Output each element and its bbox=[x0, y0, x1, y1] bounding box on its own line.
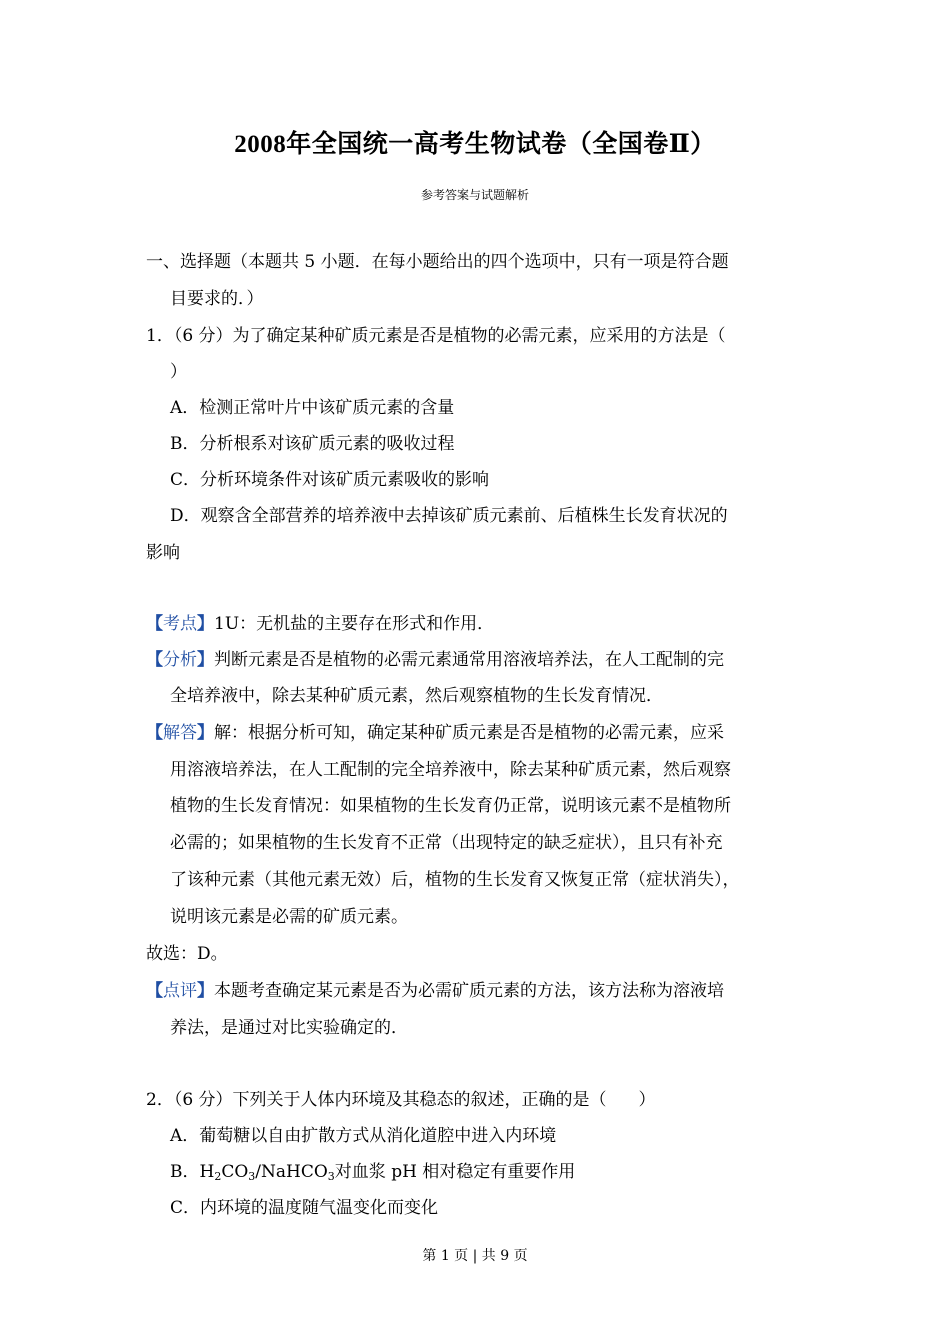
question-1-option-d-cont: 影响 bbox=[146, 543, 180, 563]
question-2-option-c: C．内环境的温度随气温变化而变化 bbox=[170, 1198, 439, 1218]
dianping-text-cont: 养法，是通过对比实验确定的． bbox=[170, 1018, 408, 1038]
dianping-text: 本题考查确定某元素是否为必需矿质元素的方法，该方法称为溶液培 bbox=[214, 981, 724, 1001]
fenxi-text-cont: 全培养液中，除去某种矿质元素，然后观察植物的生长发育情况． bbox=[170, 686, 663, 706]
page-footer: 第 1 页 | 共 9 页 bbox=[422, 1248, 528, 1264]
section-heading-cont: 目要求的．） bbox=[170, 289, 264, 309]
jieda-row bbox=[146, 721, 724, 745]
question-1-option-c: C．分析环境条件对该矿质元素吸收的影响 bbox=[170, 470, 490, 490]
question-1-stem-cont: ） bbox=[170, 362, 187, 382]
answer-line: 故选：D。 bbox=[146, 944, 228, 964]
kaodian-text: 1U：无机盐的主要存在形式和作用． bbox=[214, 614, 495, 634]
kaodian-row bbox=[146, 612, 494, 636]
question-2-option-b: B．$H_2CO_3/NaHCO_3$对血浆 pH 相对稳定有重要作用 bbox=[170, 1162, 576, 1183]
section-heading: 一、选择题（本题共 5 小题．在每小题给出的四个选项中，只有一项是符合题 bbox=[146, 252, 729, 272]
question-1-stem: 1．（6 分）为了确定某种矿质元素是否是植物的必需元素，应采用的方法是（ bbox=[146, 326, 726, 346]
jieda-text-3: 植物的生长发育情况：如果植物的生长发育仍正常，说明该元素不是植物所 bbox=[170, 796, 731, 816]
jieda-text-6: 说明该元素是必需的矿质元素。 bbox=[170, 907, 408, 927]
dianping-tag: 【点评】 bbox=[146, 981, 214, 1001]
jieda-tag: 【解答】 bbox=[146, 723, 214, 743]
question-2-option-a: A．葡萄糖以自由扩散方式从消化道腔中进入内环境 bbox=[170, 1126, 557, 1146]
question-1-option-a: A．检测正常叶片中该矿质元素的含量 bbox=[170, 398, 455, 418]
fenxi-tag: 【分析】 bbox=[146, 650, 214, 670]
jieda-text: 解：根据分析可知，确定某种矿质元素是否是植物的必需元素，应采 bbox=[214, 723, 724, 743]
title-text: 年全国统一高考生物试卷（全国卷Ⅱ） bbox=[286, 129, 716, 158]
jieda-text-4: 必需的；如果植物的生长发育不正常（出现特定的缺乏症状），且只有补充 bbox=[170, 833, 723, 853]
question-2-stem: 2．（6 分）下列关于人体内环境及其稳态的叙述，正确的是（ ） bbox=[146, 1090, 656, 1110]
fenxi-row bbox=[146, 648, 724, 672]
jieda-text-5: 了该种元素（其他元素无效）后，植物的生长发育又恢复正常（症状消失）， bbox=[170, 870, 740, 890]
title-year: 2008 bbox=[234, 131, 287, 158]
kaodian-tag: 【考点】 bbox=[146, 614, 214, 634]
question-1-option-d: D．观察含全部营养的培养液中去掉该矿质元素前、后植株生长发育状况的 bbox=[170, 506, 728, 526]
subtitle: 参考答案与试题解析 bbox=[420, 188, 529, 202]
fenxi-text: 判断元素是否是植物的必需元素通常用溶液培养法，在人工配制的完 bbox=[214, 650, 724, 670]
jieda-text-2: 用溶液培养法，在人工配制的完全培养液中，除去某种矿质元素，然后观察 bbox=[170, 760, 731, 780]
page-title bbox=[0, 124, 950, 160]
question-1-option-b: B．分析根系对该矿质元素的吸收过程 bbox=[170, 434, 455, 454]
dianping-row bbox=[146, 979, 724, 1003]
